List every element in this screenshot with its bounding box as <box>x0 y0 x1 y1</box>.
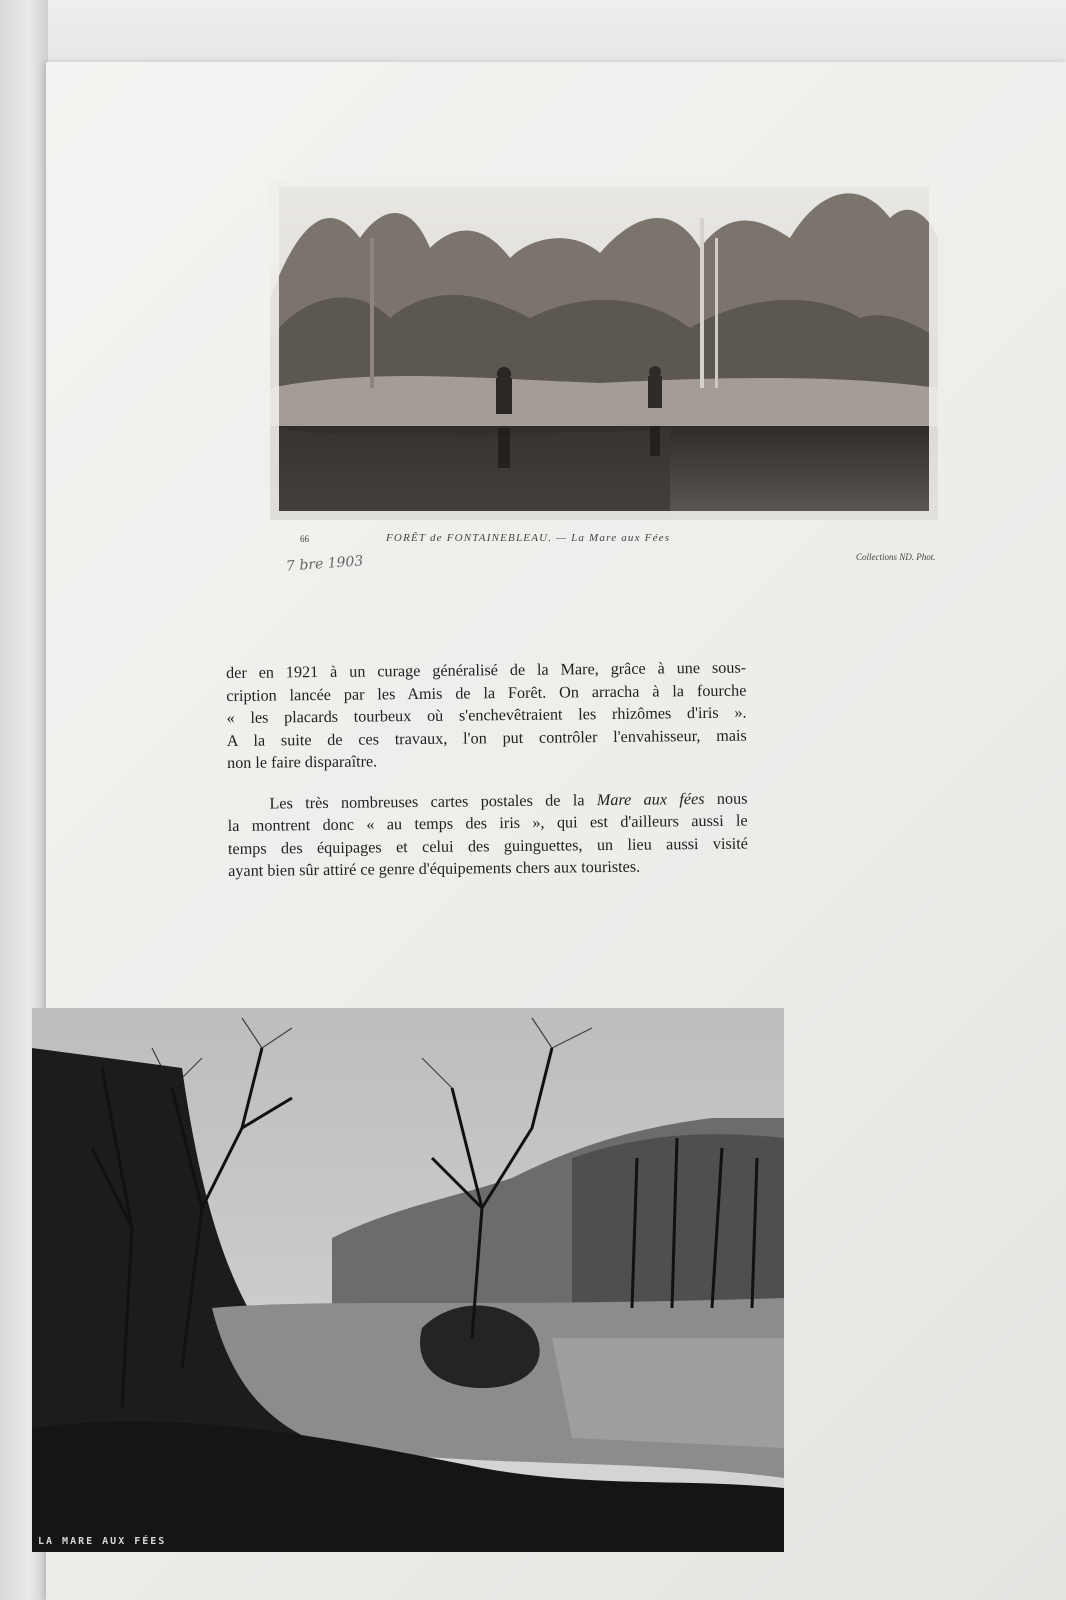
pond-landscape-photo <box>270 178 938 520</box>
top-photograph <box>270 178 938 520</box>
text-line: ayant bien sûr attiré ce genre d'équipements chers aux touristes. <box>228 857 641 880</box>
body-text <box>226 657 748 883</box>
bottom-photo-caption: LA MARE AUX FÉES <box>38 1536 167 1547</box>
handwritten-date: 7 bre 1903 <box>285 553 364 575</box>
text-line: A la suite de ces travaux, l'on put contrôler l'envahisseur, mais <box>226 726 747 750</box>
bottom-photograph <box>32 1008 784 1552</box>
caption-title: FORÊT de FONTAINEBLEAU. — La Mare aux Fées <box>386 532 671 544</box>
caption-credit: Collections ND. Phot. <box>856 552 936 562</box>
text-line: cription lancée par les Amis de la Forêt. On arracha à la fourche <box>226 681 747 705</box>
italic-title: Mare aux fées <box>596 789 705 809</box>
text-line: temps des équipages et celui des guinguettes, un lieu aussi visité <box>227 834 749 858</box>
text-span: Les très nombreuses cartes postales de la <box>269 790 597 813</box>
top-photo-caption <box>300 532 960 562</box>
text-line: der en 1921 à un curage généralisé de la Mare, grâce à une sous- <box>226 658 747 682</box>
winter-pond-photo <box>32 1008 784 1552</box>
caption-number: 66 <box>300 534 309 544</box>
text-line: la montrent donc « au temps des iris », qui est d'ailleurs aussi le <box>227 811 748 835</box>
text-line: non le faire disparaître. <box>226 752 378 772</box>
text-span: nous <box>704 789 748 808</box>
text-line: « les placards tourbeux où s'enchevêtraient les rhizômes d'iris ». <box>226 703 747 727</box>
